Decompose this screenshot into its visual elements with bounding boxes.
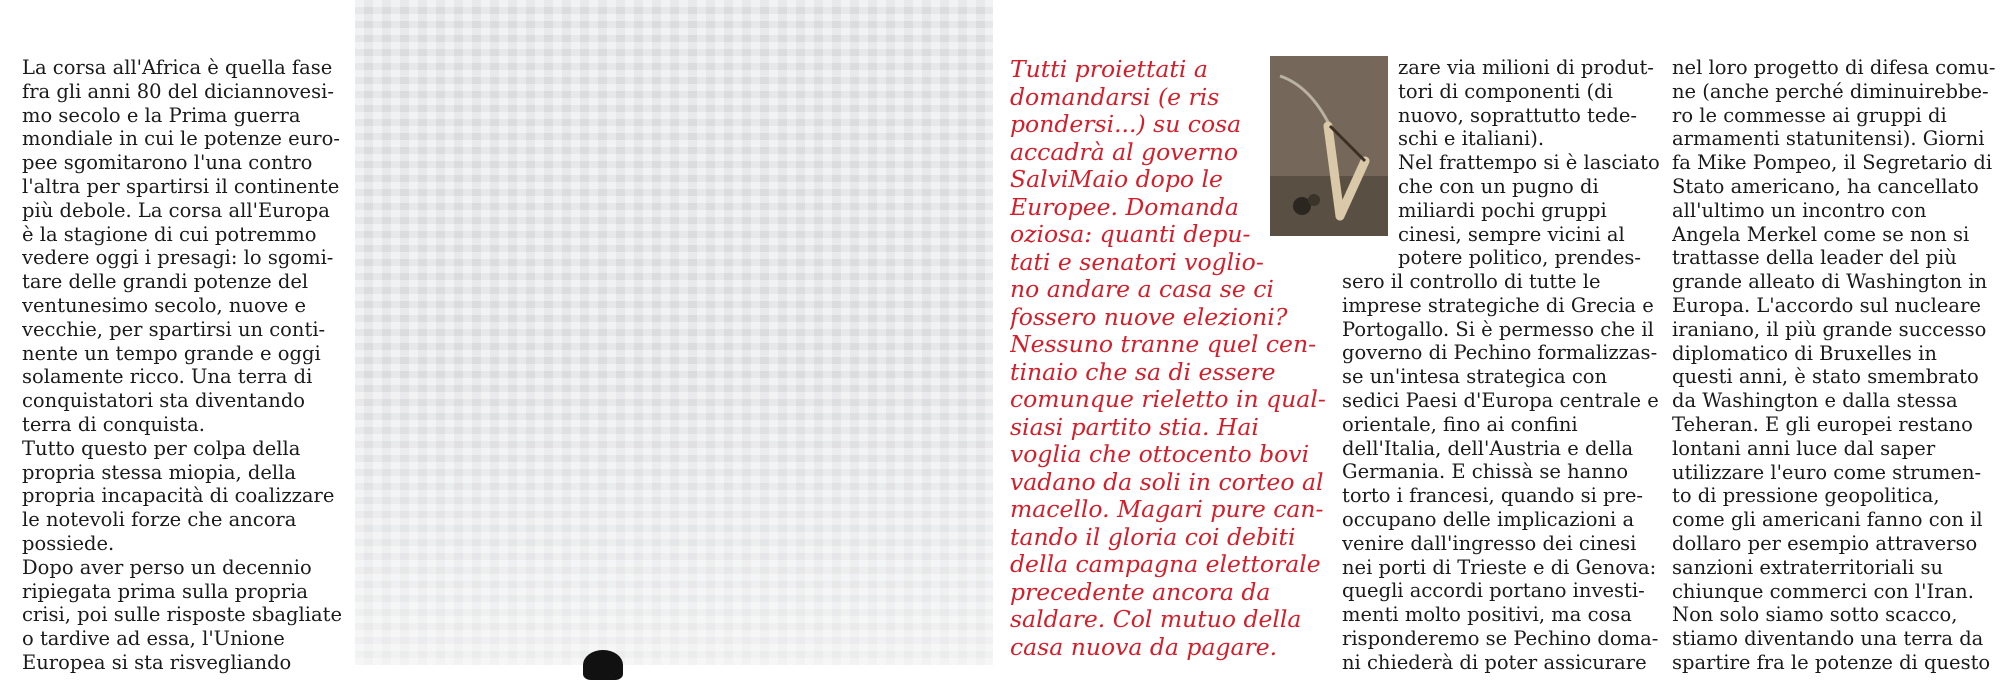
text-line: Tutti proiettati a [1010,56,1208,83]
text-line: iraniano, il più grande successo [1672,317,1987,341]
text-line: dell'Italia, dell'Austria e della [1342,436,1634,460]
text-line: grande alleato di Washington in [1672,270,1988,294]
text-line: da Washington e dalla stessa [1672,389,1958,413]
text-line: tinaio che sa di essere [1010,357,1276,386]
text-line: Tutto questo per colpa della [22,436,301,460]
text-line: Non solo siamo sotto scacco, [1672,603,1958,627]
text-line: venire dall'ingresso dei cinesi [1342,531,1637,555]
text-line: vadano da soli in corteo al [1010,467,1324,496]
article-column-far-right [1672,56,2000,675]
text-line: conquistatori sta diventando [22,389,306,413]
text-line: fa Mike Pompeo, il Segretario di [1672,151,1993,175]
text-line: tati e senatori voglio- [1010,247,1264,276]
text-line: oziosa: quanti depu- [1010,220,1251,248]
text-line: spartire fra le potenze di questo [1672,650,1991,674]
text-line: tando il gloria coi debiti [1010,522,1296,551]
text-line: dollaro per esempio attraverso [1672,531,1978,555]
text-line: mondiale in cui le potenze euro- [22,127,340,151]
text-line: è la stagione di cui potremmo [22,222,317,246]
text-line: macello. Magari pure can- [1010,495,1324,523]
text-line: miliardi pochi gruppi [1398,198,1607,222]
text-line: se un'intesa strategica con [1342,365,1608,389]
text-line: ne (anche perché diminuirebbe- [1672,79,1989,103]
text-line: stiamo diventando una terra da [1672,627,1984,651]
text-line: ripiegata prima sulla propria [22,579,309,603]
text-line: La corsa all'Africa è quella fase [22,56,333,79]
text-line: potere politico, prendes- [1398,246,1642,270]
text-line: vecchie, per spartirsi un conti- [22,317,326,341]
text-line: che con un pugno di [1398,174,1599,198]
text-line: cinesi, sempre vicini al [1398,222,1625,246]
article-column-right-b [1342,270,1668,675]
text-line: Nel frattempo si è lasciato [1398,151,1660,175]
text-line: quegli accordi portano investi- [1342,579,1645,603]
text-line: armamenti statunitensi). Giorni [1672,127,1985,151]
text-line: pee sgomitarono l'una contro [22,151,313,175]
text-line: trattasse della leader del più [1672,246,1957,270]
photo-panel [355,0,993,665]
text-line: l'altra per spartirsi il continente [22,174,340,198]
text-line: terra di conquista. [22,412,205,436]
text-line: propria incapacità di coalizzare [22,484,335,508]
text-line: utilizzare l'euro come strumen- [1672,460,1982,484]
text-line: no andare a casa se ci [1010,275,1274,303]
text-line: domandarsi (e ris [1010,82,1220,111]
text-line: Nessuno tranne quel cen- [1010,330,1317,358]
text-line: Portogallo. Si è permesso che il [1342,317,1654,341]
text-line: imprese strategiche di Grecia e [1342,293,1654,317]
text-line: ventunesimo secolo, nuove e [22,293,307,317]
text-line: crisi, poi sulle risposte sbagliate [22,603,342,627]
text-line: sedici Paesi d'Europa centrale e [1342,388,1659,412]
text-line: Europee. Domanda [1010,192,1239,221]
text-line: precedente ancora da [1010,577,1271,606]
text-line: governo di Pechino formalizzas- [1342,341,1658,365]
text-line: lontani anni luce dal saper [1672,436,1936,460]
text-line: o tardive ad essa, l'Unione [22,627,285,651]
text-line: all'ultimo un incontro con [1672,198,1927,222]
text-line: solamente ricco. Una terra di [22,365,313,389]
text-line: nuovo, soprattutto tede- [1398,103,1638,127]
text-line: Dopo aver perso un decennio [22,555,312,579]
text-line: diplomatico di Bruxelles in [1672,341,1937,365]
text-line: Teheran. E gli europei restano [1672,412,1973,436]
text-line: nente un tempo grande e oggi [22,341,321,365]
text-line: come gli americani fanno con il [1672,508,1983,532]
text-line: tare delle grandi potenze del [22,270,309,294]
text-line: schi e italiani). [1398,127,1545,151]
text-line: risponderemo se Pechino doma- [1342,626,1659,650]
text-line: fossero nuove elezioni? [1010,302,1288,331]
text-line: ro le commesse ai gruppi di [1672,103,1947,127]
text-line: torto i francesi, quando si pre- [1342,484,1643,508]
article-column-right-a [1398,56,1668,270]
text-line: Europa. L'accordo sul nucleare [1672,293,1981,317]
text-line: casa nuova da pagare. [1010,632,1278,661]
text-line: vedere oggi i presagi: lo sgomi- [22,246,334,270]
text-line: possiede. [22,531,115,555]
article-column-left [22,56,342,675]
text-line: accadrà al governo [1010,137,1238,166]
text-line: Stato americano, ha cancellato [1672,174,1979,198]
text-line: più debole. La corsa all'Europa [22,198,330,222]
slingshot-icon [1270,56,1388,236]
text-line: mo secolo e la Prima guerra [22,103,301,127]
text-line: siasi partito stia. Hai [1010,412,1259,441]
text-line: Europea si sta risvegliando [22,650,292,674]
text-line: della campagna elettorale [1010,550,1321,578]
text-line: sero il controllo di tutte le [1342,270,1601,293]
text-line: saldare. Col mutuo della [1010,605,1302,633]
text-line: comunque rieletto in qual- [1010,385,1326,413]
text-line: pondersi...) su cosa [1010,110,1242,138]
text-line: ni chiederà di poter assicurare [1342,650,1647,674]
text-line: voglia che ottocento bovi [1010,440,1310,468]
text-line: le notevoli forze che ancora [22,508,297,532]
text-line: occupano delle implicazioni a [1342,507,1635,531]
text-line: SalviMaio dopo le [1010,165,1223,193]
text-line: propria stessa miopia, della [22,460,296,484]
text-line: Germania. E chissà se hanno [1342,460,1629,484]
text-line: Angela Merkel come se non si [1672,222,1970,246]
text-line: questi anni, è stato smembrato [1672,365,1979,389]
text-line: to di pressione geopolitica, [1672,484,1940,508]
text-line: chiunque commerci con l'Iran. [1672,579,1974,603]
text-line: orientale, fino ai confini [1342,412,1578,436]
text-line: sanzioni extraterritoriali su [1672,555,1944,579]
text-line: fra gli anni 80 del diciannovesi- [22,79,334,103]
text-line: tori di componenti (di [1398,79,1613,103]
text-line: zare via milioni di produt- [1398,56,1654,79]
text-line: menti molto positivi, ma cosa [1342,603,1632,627]
text-line: nel loro progetto di difesa comu- [1672,56,1996,79]
text-line: nei porti di Trieste e di Genova: [1342,555,1657,579]
photo-dark-object [583,650,623,680]
slingshot-photo [1270,56,1388,236]
